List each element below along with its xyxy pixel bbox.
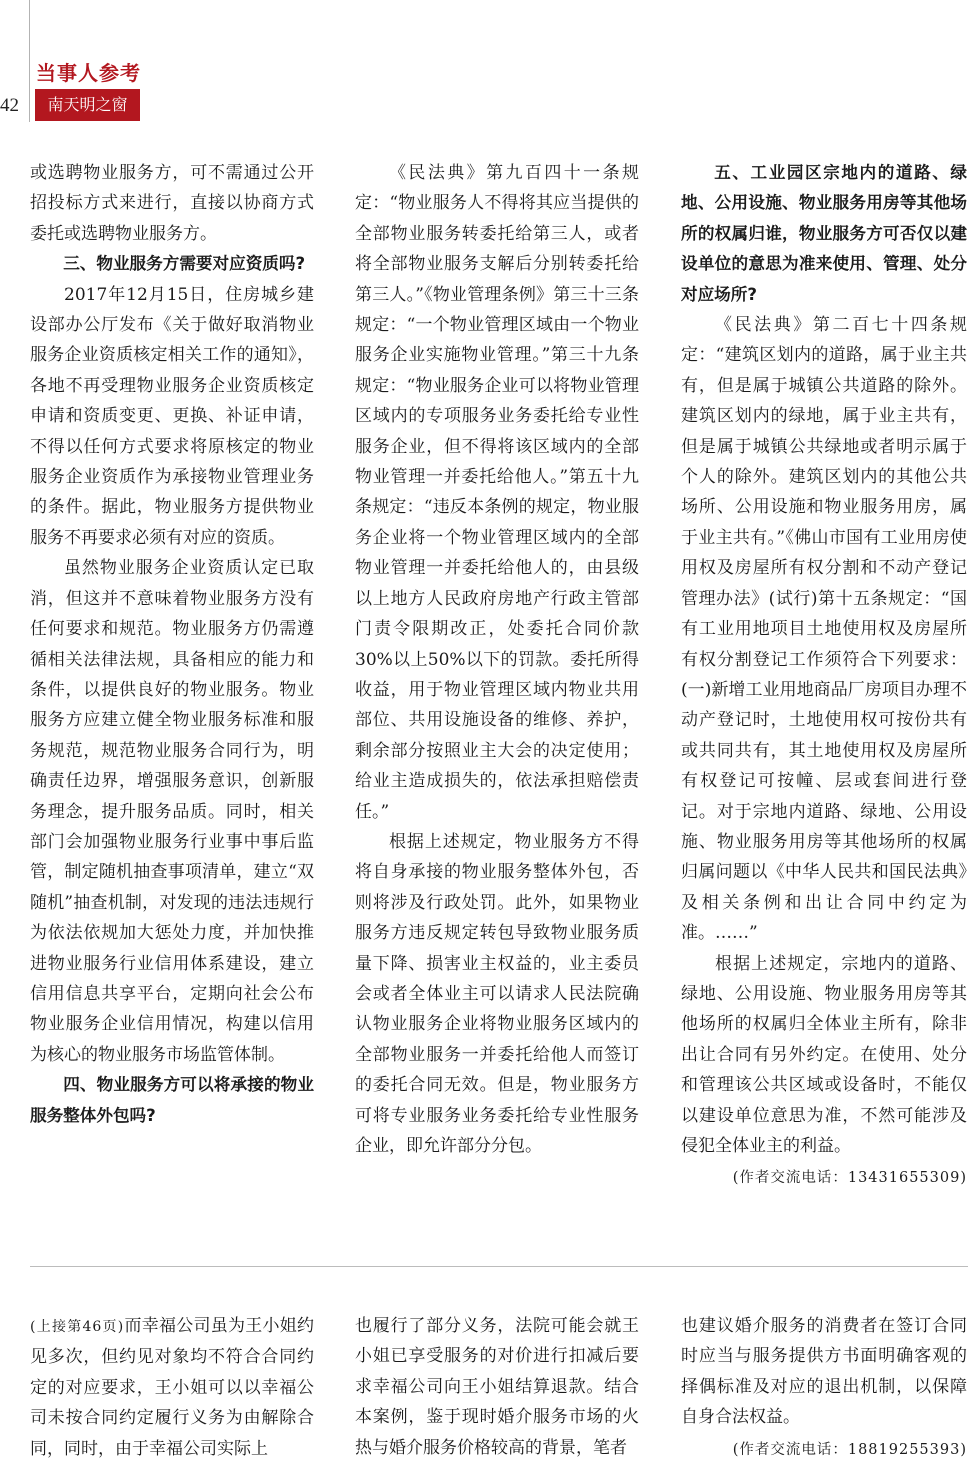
- article-column-3: [681, 158, 967, 1194]
- question-heading-3: 三、物业服务方需要对应资质吗?: [63, 254, 306, 274]
- paragraph: 《民法典》第二百七十四条规定：“建筑区划内的道路，属于业主共有，但是属于城镇公共道路的除外。建筑区划内的绿地，属于业主共有，但是属于城镇公共绿地或者明示属于个人的除外。建筑区划内的其他公共场所、公用设施和物业服务用房，属于业主共有。”《佛山市国有工业用房使用权及房屋所有权分割和不动产登记管理办法》(试行)第十五条规定：“国有工业用地项目土地使用权及房屋所有权分割登记工作须符合下列要求：(一)新增工业用地商品厂房项目办理不动产登记时，土地使用权可按份共有或共同共有，其土地使用权及房屋所有权登记可按幢、层或套间进行登记。对于宗地内道路、绿地、公用设施、物业服务用房等其他场所的权属归属问题以《中华人民共和国民法典》及相关条例和出让合同中约定为准。……”: [681, 315, 967, 944]
- margin-rule: [29, 0, 30, 122]
- section-divider: [30, 1266, 968, 1267]
- page-number: 42: [0, 95, 19, 116]
- paragraph: 根据上述规定，宗地内的道路、绿地、公用设施、物业服务用房等其他场所的权属归全体业主所有，除非出让合同有另外约定。在使用、处分和管理该公共区域或设备时，不能仅以建设单位意思为准，不然可能涉及侵犯全体业主的利益。: [681, 953, 967, 1156]
- article-column-1: [30, 158, 314, 1131]
- continued-column-2: [355, 1311, 639, 1463]
- paragraph: 《民法典》第九百四十一条规定：“物业服务人不得将其应当提供的全部物业服务转委托给第三人，或者将全部物业服务支解后分别转委托给第三人。”《物业管理条例》第三十三条规定：“一个物业管理区域由一个物业服务企业实施物业管理。”第三十九条规定：“物业服务企业可以将物业管理区域内的专项服务业务委托给专业性服务企业，但不得将该区域内的全部物业管理一并委托给他人。”第五十九条规定：“违反本条例的规定，物业服务企业将一个物业管理区域内的全部物业管理一并委托给他人的，由县级以上地方人民政府房地产行政主管部门责令限期改正，处委托合同价款30%以上50%以下的罚款。委托所得收益，用于物业管理区域内物业共用部位、共用设施设备的维修、养护，剩余部分按照业主大会的决定使用；给业主造成损失的，依法承担赔偿责任。”: [355, 163, 639, 822]
- paragraph: 也履行了部分义务，法院可能会就王小姐已享受服务的对价进行扣减后要求幸福公司向王小姐结算退款。结合本案例，鉴于现时婚介服务市场的火热与婚介服务价格较高的背景，笔者: [355, 1316, 639, 1458]
- author-contact: (作者交流电话：18819255393): [732, 1441, 967, 1458]
- question-heading-5: 五、工业园区宗地内的道路、绿地、公用设施、物业服务用房等其他场所的权属归谁，物业服务方可否仅以建设单位的意思为准来使用、管理、处分对应场所?: [681, 163, 967, 304]
- author-contact: (作者交流电话：13431655309): [732, 1170, 967, 1187]
- continued-marker: (上接第46页): [30, 1319, 125, 1335]
- paragraph: 虽然物业服务企业资质认定已取消，但这并不意味着物业服务方没有任何要求和规范。物业服务方仍需遵循相关法律法规，具备相应的能力和条件，以提供良好的物业服务。物业服务方应建立健全物业服务标准和服务规范，规范物业服务合同行为，明确责任边界，增强服务意识，创新服务理念，提升服务品质。同时，相关部门会加强物业服务行业事中事后监管，制定随机抽查事项清单，建立“双随机”抽查机制，对发现的违法违规行为依法依规加大惩处力度，并加快推进物业服务行业信用体系建设，建立信用信息共享平台，定期向社会公布物业服务企业信用情况，构建以信用为核心的物业服务市场监管体制。: [30, 558, 314, 1065]
- paragraph: 或选聘物业服务方，可不需通过公开招投标方式来进行，直接以协商方式委托或选聘物业服务方。: [30, 163, 314, 244]
- paragraph: 而幸福公司虽为王小姐约见多次，但约见对象均不符合合同约定的对应要求，王小姐可以以幸福公司未按合同约定履行义务为由解除合同，同时，由于幸福公司实际上: [30, 1316, 314, 1459]
- column-badge: 南天明之窗: [35, 89, 140, 121]
- question-heading-4: 四、物业服务方可以将承接的物业服务整体外包吗?: [30, 1075, 314, 1125]
- section-title: 当事人参考: [36, 61, 141, 85]
- paragraph: 2017年12月15日，住房城乡建设部办公厅发布《关于做好取消物业服务企业资质核定相关工作的通知》，各地不再受理物业服务企业资质核定申请和资质变更、更换、补证申请，不得以任何方式要求将原核定的物业服务企业资质作为承接物业管理业务的条件。据此，物业服务方提供物业服务不再要求必须有对应的资质。: [30, 284, 314, 548]
- continued-column-1: [30, 1311, 314, 1464]
- article-column-2: [355, 158, 639, 1161]
- continued-column-3: [681, 1311, 967, 1465]
- paragraph: 根据上述规定，物业服务方不得将自身承接的物业服务整体外包，否则将涉及行政处罚。此外，如果物业服务方违反规定转包导致物业服务质量下降、损害业主权益的，业主委员会或者全体业主可以请求人民法院确认物业服务企业将物业服务区域内的全部物业服务一并委托给他人而签订的委托合同无效。但是，物业服务方可将专业服务业务委托给专业性服务企业，即允许部分分包。: [355, 831, 639, 1156]
- paragraph: 也建议婚介服务的消费者在签订合同时应当与服务提供方书面明确客观的择偶标准及对应的退出机制，以保障自身合法权益。: [681, 1316, 967, 1428]
